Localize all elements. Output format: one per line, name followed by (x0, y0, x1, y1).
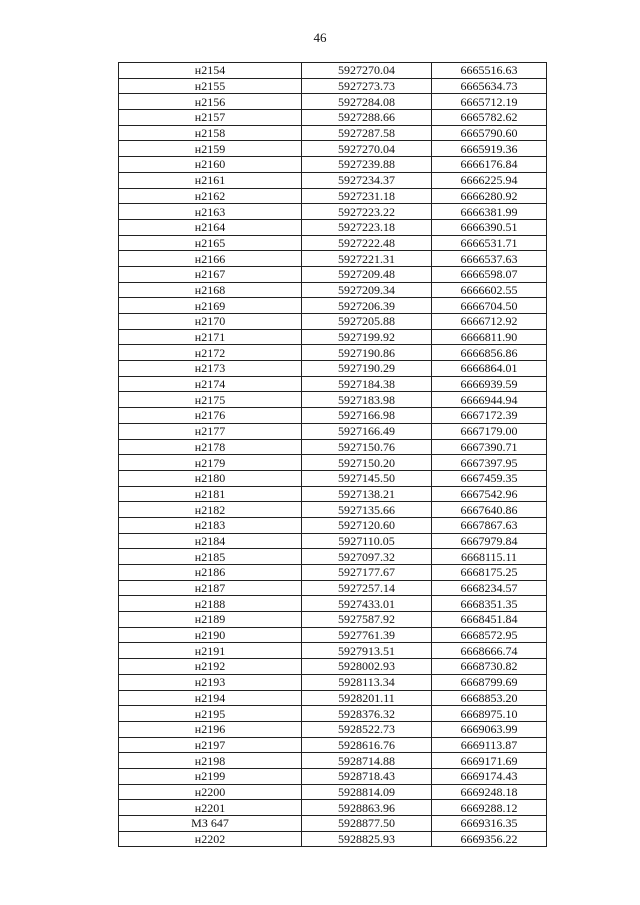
y-coordinate-cell: 6668853.20 (432, 690, 547, 706)
point-id-cell: н2163 (119, 204, 302, 220)
point-id-cell: н2180 (119, 470, 302, 486)
y-coordinate-cell: 6668975.10 (432, 706, 547, 722)
point-id-cell: н2165 (119, 235, 302, 251)
x-coordinate-cell: 5927150.76 (302, 439, 432, 455)
table-row (119, 78, 547, 94)
x-coordinate-cell: 5927913.51 (302, 643, 432, 659)
table-row (119, 408, 547, 424)
y-coordinate-cell: 6668666.74 (432, 643, 547, 659)
x-coordinate-cell: 5927138.21 (302, 486, 432, 502)
y-coordinate-cell: 6665782.62 (432, 110, 547, 126)
table-row (119, 345, 547, 361)
point-id-cell: н2156 (119, 94, 302, 110)
point-id-cell: н2195 (119, 706, 302, 722)
y-coordinate-cell: 6666225.94 (432, 172, 547, 188)
point-id-cell: МЗ 647 (119, 816, 302, 832)
point-id-cell: н2184 (119, 533, 302, 549)
x-coordinate-cell: 5927145.50 (302, 470, 432, 486)
y-coordinate-cell: 6666712.92 (432, 314, 547, 330)
x-coordinate-cell: 5927761.39 (302, 627, 432, 643)
y-coordinate-cell: 6666381.99 (432, 204, 547, 220)
point-id-cell: н2159 (119, 141, 302, 157)
table-row (119, 110, 547, 126)
table-row (119, 361, 547, 377)
x-coordinate-cell: 5928616.76 (302, 737, 432, 753)
x-coordinate-cell: 5927166.49 (302, 423, 432, 439)
x-coordinate-cell: 5928201.11 (302, 690, 432, 706)
x-coordinate-cell: 5928002.93 (302, 659, 432, 675)
table-row (119, 816, 547, 832)
y-coordinate-cell: 6669288.12 (432, 800, 547, 816)
y-coordinate-cell: 6666811.90 (432, 329, 547, 345)
x-coordinate-cell: 5928863.96 (302, 800, 432, 816)
table-row (119, 674, 547, 690)
point-id-cell: н2179 (119, 455, 302, 471)
x-coordinate-cell: 5927190.86 (302, 345, 432, 361)
point-id-cell: н2161 (119, 172, 302, 188)
y-coordinate-cell: 6668351.35 (432, 596, 547, 612)
y-coordinate-cell: 6669356.22 (432, 831, 547, 847)
table-row (119, 63, 547, 79)
y-coordinate-cell: 6665919.36 (432, 141, 547, 157)
x-coordinate-cell: 5927209.34 (302, 282, 432, 298)
point-id-cell: н2162 (119, 188, 302, 204)
y-coordinate-cell: 6668451.84 (432, 612, 547, 628)
table-row (119, 580, 547, 596)
point-id-cell: н2197 (119, 737, 302, 753)
y-coordinate-cell: 6666939.59 (432, 376, 547, 392)
table-row (119, 596, 547, 612)
y-coordinate-cell: 6666280.92 (432, 188, 547, 204)
x-coordinate-cell: 5927223.18 (302, 219, 432, 235)
table-row (119, 721, 547, 737)
y-coordinate-cell: 6668799.69 (432, 674, 547, 690)
x-coordinate-cell: 5927150.20 (302, 455, 432, 471)
point-id-cell: н2171 (119, 329, 302, 345)
table-row (119, 439, 547, 455)
x-coordinate-cell: 5927273.73 (302, 78, 432, 94)
y-coordinate-cell: 6667179.00 (432, 423, 547, 439)
point-id-cell: н2202 (119, 831, 302, 847)
table-row (119, 768, 547, 784)
y-coordinate-cell: 6668572.95 (432, 627, 547, 643)
x-coordinate-cell: 5927183.98 (302, 392, 432, 408)
table-row (119, 392, 547, 408)
y-coordinate-cell: 6666864.01 (432, 361, 547, 377)
coordinates-table-body (119, 63, 547, 847)
x-coordinate-cell: 5927110.05 (302, 533, 432, 549)
point-id-cell: н2187 (119, 580, 302, 596)
y-coordinate-cell: 6667397.95 (432, 455, 547, 471)
point-id-cell: н2169 (119, 298, 302, 314)
y-coordinate-cell: 6669248.18 (432, 784, 547, 800)
point-id-cell: н2201 (119, 800, 302, 816)
x-coordinate-cell: 5927257.14 (302, 580, 432, 596)
table-row (119, 125, 547, 141)
table-row (119, 298, 547, 314)
x-coordinate-cell: 5928376.32 (302, 706, 432, 722)
x-coordinate-cell: 5927209.48 (302, 266, 432, 282)
x-coordinate-cell: 5928113.34 (302, 674, 432, 690)
point-id-cell: н2175 (119, 392, 302, 408)
y-coordinate-cell: 6666537.63 (432, 251, 547, 267)
table-row (119, 627, 547, 643)
x-coordinate-cell: 5927221.31 (302, 251, 432, 267)
table-row (119, 141, 547, 157)
point-id-cell: н2193 (119, 674, 302, 690)
x-coordinate-cell: 5928825.93 (302, 831, 432, 847)
x-coordinate-cell: 5928814.09 (302, 784, 432, 800)
y-coordinate-cell: 6666944.94 (432, 392, 547, 408)
y-coordinate-cell: 6667172.39 (432, 408, 547, 424)
point-id-cell: н2189 (119, 612, 302, 628)
y-coordinate-cell: 6666704.50 (432, 298, 547, 314)
table-row (119, 612, 547, 628)
table-row (119, 376, 547, 392)
coordinates-table (118, 62, 547, 847)
point-id-cell: н2157 (119, 110, 302, 126)
x-coordinate-cell: 5927231.18 (302, 188, 432, 204)
table-row (119, 235, 547, 251)
x-coordinate-cell: 5928522.73 (302, 721, 432, 737)
y-coordinate-cell: 6668175.25 (432, 565, 547, 581)
point-id-cell: н2154 (119, 63, 302, 79)
table-row (119, 549, 547, 565)
point-id-cell: н2170 (119, 314, 302, 330)
table-row (119, 784, 547, 800)
x-coordinate-cell: 5927433.01 (302, 596, 432, 612)
x-coordinate-cell: 5927166.98 (302, 408, 432, 424)
y-coordinate-cell: 6667390.71 (432, 439, 547, 455)
point-id-cell: н2172 (119, 345, 302, 361)
point-id-cell: н2168 (119, 282, 302, 298)
point-id-cell: н2181 (119, 486, 302, 502)
table-row (119, 94, 547, 110)
point-id-cell: н2160 (119, 157, 302, 173)
table-row (119, 643, 547, 659)
table-row (119, 314, 547, 330)
x-coordinate-cell: 5927288.66 (302, 110, 432, 126)
y-coordinate-cell: 6667979.84 (432, 533, 547, 549)
x-coordinate-cell: 5927587.92 (302, 612, 432, 628)
point-id-cell: н2158 (119, 125, 302, 141)
y-coordinate-cell: 6667867.63 (432, 517, 547, 533)
y-coordinate-cell: 6665516.63 (432, 63, 547, 79)
y-coordinate-cell: 6666602.55 (432, 282, 547, 298)
y-coordinate-cell: 6666598.07 (432, 266, 547, 282)
x-coordinate-cell: 5927222.48 (302, 235, 432, 251)
table-row (119, 204, 547, 220)
point-id-cell: н2178 (119, 439, 302, 455)
x-coordinate-cell: 5927135.66 (302, 502, 432, 518)
y-coordinate-cell: 6669174.43 (432, 768, 547, 784)
x-coordinate-cell: 5927270.04 (302, 141, 432, 157)
x-coordinate-cell: 5928877.50 (302, 816, 432, 832)
table-row (119, 219, 547, 235)
table-row (119, 502, 547, 518)
y-coordinate-cell: 6668730.82 (432, 659, 547, 675)
y-coordinate-cell: 6667542.96 (432, 486, 547, 502)
point-id-cell: н2164 (119, 219, 302, 235)
table-row (119, 470, 547, 486)
table-row (119, 455, 547, 471)
point-id-cell: н2185 (119, 549, 302, 565)
point-id-cell: н2166 (119, 251, 302, 267)
y-coordinate-cell: 6668115.11 (432, 549, 547, 565)
x-coordinate-cell: 5927120.60 (302, 517, 432, 533)
x-coordinate-cell: 5927184.38 (302, 376, 432, 392)
point-id-cell: н2167 (119, 266, 302, 282)
table-row (119, 329, 547, 345)
point-id-cell: н2174 (119, 376, 302, 392)
point-id-cell: н2183 (119, 517, 302, 533)
y-coordinate-cell: 6669113.87 (432, 737, 547, 753)
table-row (119, 565, 547, 581)
x-coordinate-cell: 5928714.88 (302, 753, 432, 769)
x-coordinate-cell: 5927177.67 (302, 565, 432, 581)
table-row (119, 266, 547, 282)
x-coordinate-cell: 5927284.08 (302, 94, 432, 110)
y-coordinate-cell: 6665712.19 (432, 94, 547, 110)
y-coordinate-cell: 6666856.86 (432, 345, 547, 361)
y-coordinate-cell: 6669063.99 (432, 721, 547, 737)
y-coordinate-cell: 6665790.60 (432, 125, 547, 141)
point-id-cell: н2199 (119, 768, 302, 784)
x-coordinate-cell: 5927206.39 (302, 298, 432, 314)
table-row (119, 251, 547, 267)
point-id-cell: н2173 (119, 361, 302, 377)
x-coordinate-cell: 5927223.22 (302, 204, 432, 220)
x-coordinate-cell: 5927190.29 (302, 361, 432, 377)
table-row (119, 423, 547, 439)
point-id-cell: н2190 (119, 627, 302, 643)
table-row (119, 737, 547, 753)
table-row (119, 157, 547, 173)
point-id-cell: н2186 (119, 565, 302, 581)
page-number: 46 (313, 30, 327, 45)
y-coordinate-cell: 6666390.51 (432, 219, 547, 235)
table-row (119, 486, 547, 502)
table-row (119, 690, 547, 706)
table-row (119, 753, 547, 769)
table-row (119, 800, 547, 816)
x-coordinate-cell: 5927270.04 (302, 63, 432, 79)
x-coordinate-cell: 5927234.37 (302, 172, 432, 188)
point-id-cell: н2177 (119, 423, 302, 439)
point-id-cell: н2198 (119, 753, 302, 769)
point-id-cell: н2176 (119, 408, 302, 424)
y-coordinate-cell: 6667459.35 (432, 470, 547, 486)
point-id-cell: н2155 (119, 78, 302, 94)
y-coordinate-cell: 6669171.69 (432, 753, 547, 769)
x-coordinate-cell: 5927205.88 (302, 314, 432, 330)
x-coordinate-cell: 5927199.92 (302, 329, 432, 345)
table-row (119, 282, 547, 298)
table-row (119, 517, 547, 533)
y-coordinate-cell: 6666531.71 (432, 235, 547, 251)
table-row (119, 831, 547, 847)
x-coordinate-cell: 5927097.32 (302, 549, 432, 565)
point-id-cell: н2196 (119, 721, 302, 737)
table-row (119, 188, 547, 204)
point-id-cell: н2188 (119, 596, 302, 612)
table-row (119, 659, 547, 675)
x-coordinate-cell: 5927239.88 (302, 157, 432, 173)
y-coordinate-cell: 6666176.84 (432, 157, 547, 173)
y-coordinate-cell: 6665634.73 (432, 78, 547, 94)
point-id-cell: н2182 (119, 502, 302, 518)
point-id-cell: н2194 (119, 690, 302, 706)
point-id-cell: н2191 (119, 643, 302, 659)
x-coordinate-cell: 5927287.58 (302, 125, 432, 141)
point-id-cell: н2192 (119, 659, 302, 675)
table-row (119, 706, 547, 722)
point-id-cell: н2200 (119, 784, 302, 800)
y-coordinate-cell: 6667640.86 (432, 502, 547, 518)
y-coordinate-cell: 6669316.35 (432, 816, 547, 832)
y-coordinate-cell: 6668234.57 (432, 580, 547, 596)
table-row (119, 172, 547, 188)
table-row (119, 533, 547, 549)
x-coordinate-cell: 5928718.43 (302, 768, 432, 784)
